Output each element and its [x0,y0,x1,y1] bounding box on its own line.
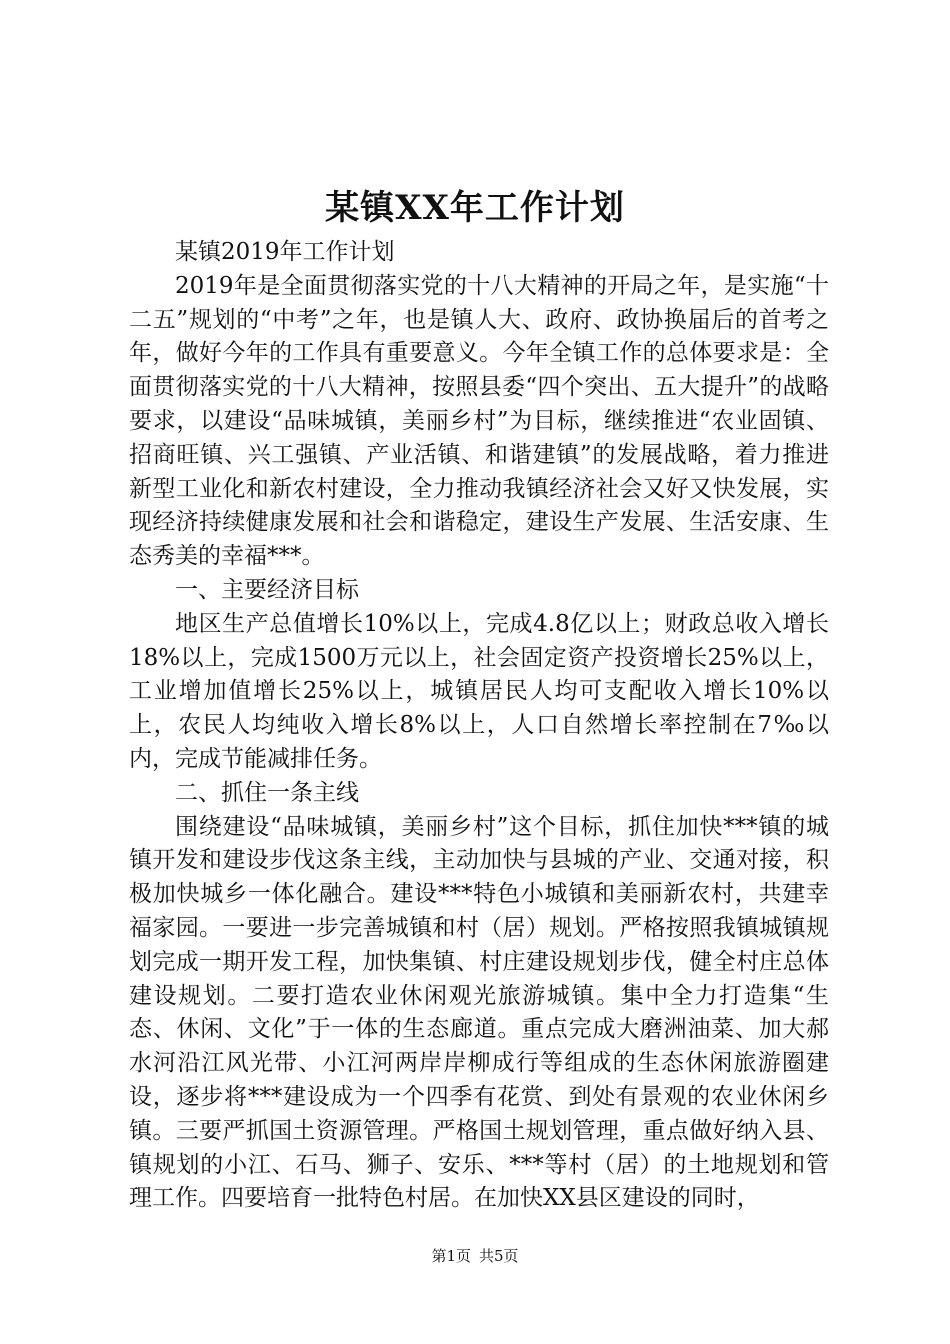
paragraph-intro: 2019年是全面贯彻落实党的十八大精神的开局之年，是实施“十二五”规划的“中考”之年，也是镇人大、政府、政协换届后的首考之年，做好今年的工作具有重要意义。今年全镇工作的总体要求是：全面贯彻落实党的十八大精神，按照县委“四个突出、五大提升”的战略要求，以建设“品味城镇，美丽乡村”为目标，继续推进“农业固镇、招商旺镇、兴工强镇、产业活镇、和谐建镇”的发展战略，着力推进新型工业化和新农村建设，全力推动我镇经济社会又好又快发展，实现经济持续健康发展和社会和谐稳定，建设生产发展、生活安康、生态秀美的幸福***。 [129,272,829,570]
paragraph-subtitle: 某镇2019年工作计划 [175,239,395,265]
section-heading-main-line: 二、抓住一条主线 [175,779,359,806]
document-body [129,236,829,1216]
paragraph-main-line: 围绕建设“品味城镇，美丽乡村”这个目标，抓住加快***镇的城镇开发和建设步伐这条主线，主动加快与县城的产业、交通对接，积极加快城乡一体化融合。建设***特色小城镇和美丽新农村，共建幸福家园。一要进一步完善城镇和村（居）规划。严格按照我镇城镇规划完成一期开发工程，加快集镇、村庄建设规划步伐，健全村庄总体建设规划。二要打造农业休闲观光旅游城镇。集中全力打造集“生态、休闲、文化”于一体的生态廊道。重点完成大磨洲油菜、加大郝水河沿江风光带、小江河两岸岸柳成行等组成的生态休闲旅游圈建设，逐步将***建设成为一个四季有花赏、到处有景观的农业休闲乡镇。三要严抓国土资源管理。严格国土规划管理，重点做好纳入县、镇规划的小江、石马、狮子、安乐、***等村（居）的土地规划和管理工作。四要培育一批特色村居。在加快XX县区建设的同时， [129,813,829,1212]
paragraph-economic-goals: 地区生产总值增长10%以上，完成4.8亿以上；财政总收入增长18%以上，完成1500万元以上，社会固定资产投资增长25%以上，工业增加值增长25%以上，城镇居民人均可支配收入增长10%以上，农民人均纯收入增长8%以上，人口自然增长率控制在7‰以内，完成节能减排任务。 [129,610,829,772]
page-number-current: 第1页 [431,1247,471,1265]
page-number-total: 共5页 [479,1247,519,1265]
section-heading-economic-goals: 一、主要经济目标 [175,576,359,603]
document-title: 某镇XX年工作计划 [325,188,625,228]
page-footer [0,1246,950,1266]
